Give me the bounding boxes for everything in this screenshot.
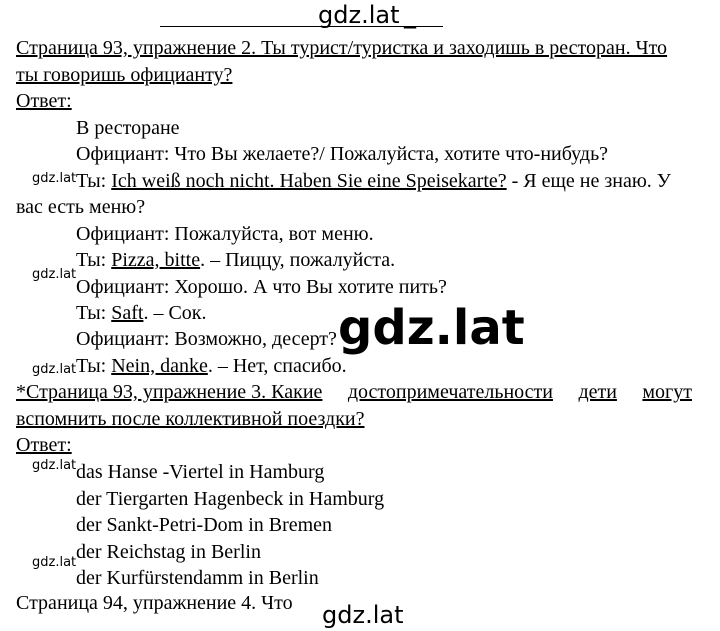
task2-title-word: могут <box>642 381 692 403</box>
translation: - Я еще не знаю. У <box>506 170 671 192</box>
task2-title-word: дети <box>578 381 617 403</box>
watermark-small-5: gdz.lat <box>32 555 77 570</box>
task1-answer-label: Ответ: <box>16 90 72 112</box>
task2-title-line2: вспомнить после коллективной поездки? <box>16 408 365 430</box>
speaker-label: Ты: <box>76 302 112 324</box>
task1-line1: Официант: Что Вы желаете?/ Пожалуйста, хотите что-нибудь? <box>76 143 609 165</box>
task1-line8 <box>76 354 347 378</box>
watermark-small-1: gdz.lat <box>32 171 77 186</box>
task2-title-line1 <box>16 380 692 404</box>
task2-item: der Sankt-Petri-Dom in Bremen <box>76 514 333 536</box>
task2-item: das Hanse -Viertel in Hamburg <box>76 461 325 483</box>
translation: . – Сок. <box>143 302 207 324</box>
task1-line7: Официант: Возможно, десерт? <box>76 328 337 350</box>
german-phrase: Nein, danke <box>111 355 208 377</box>
task1-title-line2: ты говоришь официанту? <box>16 64 233 86</box>
speaker-label: Ты: <box>76 249 112 271</box>
german-phrase: Ich weiß noch nicht. Haben Sie eine Speisekarte? <box>111 170 507 192</box>
german-phrase: Saft <box>111 302 144 324</box>
header-trail: _ <box>404 1 416 29</box>
header-site-name: gdz.lat <box>318 1 400 29</box>
german-phrase: Pizza, bitte <box>111 249 201 271</box>
cut-off-line <box>0 592 720 614</box>
translation: . – Пиццу, пожалуйста. <box>200 249 396 271</box>
task1-line5: Официант: Хорошо. А что Вы хотите пить? <box>76 276 447 298</box>
translation: . – Нет, спасибо. <box>207 355 347 377</box>
task2-answer-label: Ответ: <box>16 434 72 456</box>
task2-item: der Kurfürstendamm in Berlin <box>76 567 319 589</box>
watermark-small-3: gdz.lat <box>32 362 77 377</box>
cut-off-text: Страница 94, упражнение 4. Что <box>16 592 293 614</box>
watermark-small-4: gdz.lat <box>32 458 77 473</box>
watermark-big: gdz.lat <box>338 300 525 356</box>
task1-line2 <box>76 169 671 193</box>
speaker-label: Ты: <box>76 355 112 377</box>
task1-title-line1: Страница 93, упражнение 2. Ты турист/туристка и заходишь в ресторан. Что <box>16 37 668 59</box>
task2-title-word: достопримечательности <box>347 381 554 403</box>
header-underline <box>160 0 443 27</box>
task1-line2-cont: вас есть меню? <box>16 196 146 218</box>
task2-title-word: *Страница 93, упражнение 3. Какие <box>16 381 323 403</box>
speaker-label: Ты: <box>76 170 112 192</box>
task1-line4 <box>76 248 395 272</box>
watermark-small-2: gdz.lat <box>32 267 77 282</box>
task2-item: der Tiergarten Hagenbeck in Hamburg <box>76 488 385 510</box>
task2-item: der Reichstag in Berlin <box>76 541 261 563</box>
task1-scene: В ресторане <box>76 117 180 139</box>
task1-line6 <box>76 301 207 325</box>
task1-line3: Официант: Пожалуйста, вот меню. <box>76 223 374 245</box>
footer-watermark: gdz.lat <box>322 601 404 629</box>
